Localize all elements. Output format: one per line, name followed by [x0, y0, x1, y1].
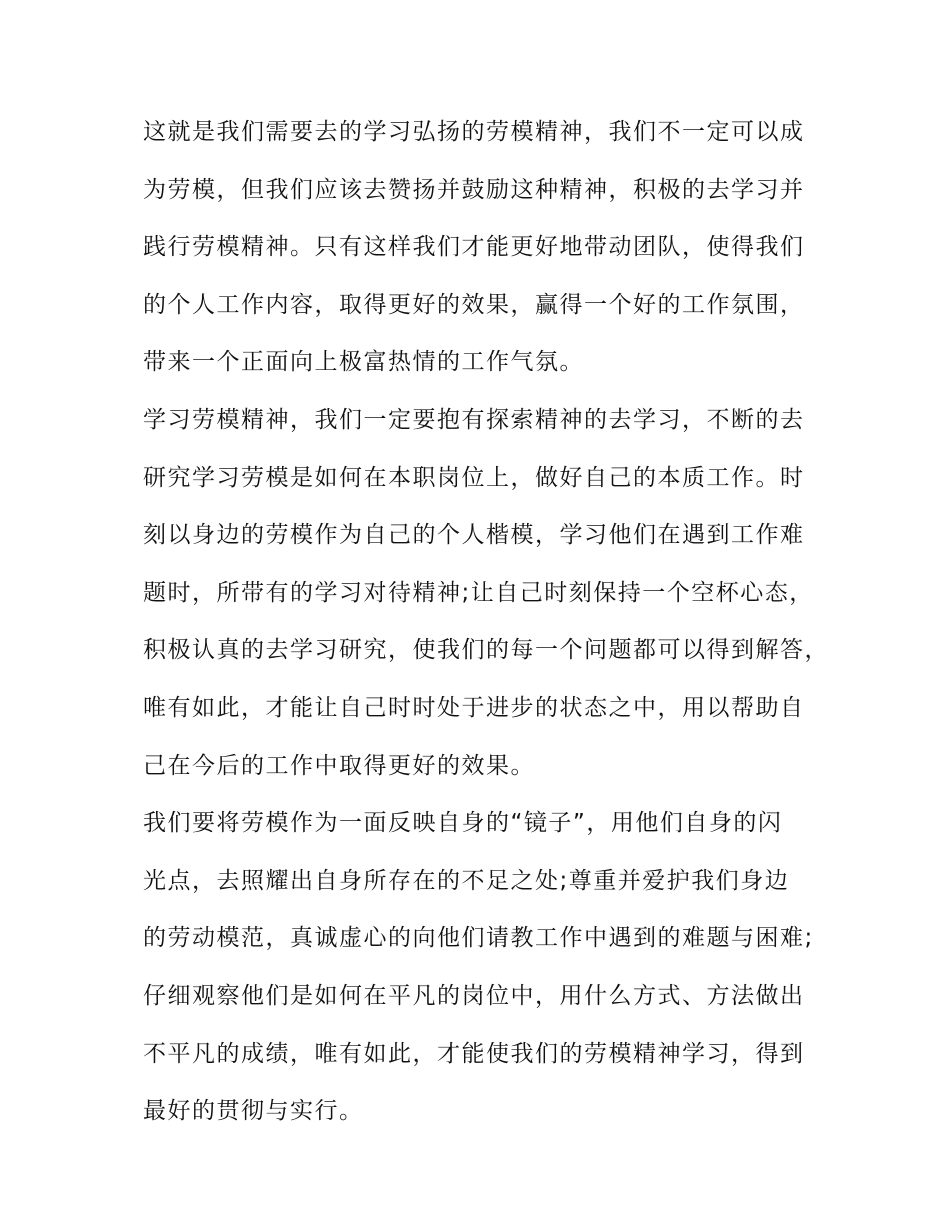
text-line: 唯有如此，才能让自己时时处于进步的状态之中，用以帮助自	[143, 694, 805, 721]
text-line: 为劳模，但我们应该去赞扬并鼓励这种精神，积极的去学习并	[143, 176, 805, 203]
text-line: 践行劳模精神。只有这样我们才能更好地带动团队，使得我们	[143, 234, 805, 261]
text-line: 积极认真的去学习研究，使我们的每一个问题都可以得到解答，	[143, 637, 829, 664]
text-line: 仔细观察他们是如何在平凡的岗位中，用什么方式、方法做出	[143, 982, 805, 1009]
text-line: 研究学习劳模是如何在本职岗位上，做好自己的本质工作。时	[143, 464, 805, 491]
text-line: 带来一个正面向上极富热情的工作气氛。	[143, 349, 584, 376]
text-line: 的个人工作内容，取得更好的效果，赢得一个好的工作氛围，	[143, 291, 805, 318]
text-line: 不平凡的成绩，唯有如此，才能使我们的劳模精神学习，得到	[143, 1040, 805, 1067]
text-line: 的劳动模范，真诚虚心的向他们请教工作中遇到的难题与困难;	[143, 925, 814, 952]
text-line: 题时，所带有的学习对待精神;让自己时刻保持一个空杯心态，	[143, 579, 814, 606]
text-line: 己在今后的工作中取得更好的效果。	[143, 752, 535, 779]
text-line: 刻以身边的劳模作为自己的个人楷模，学习他们在遇到工作难	[143, 522, 805, 549]
text-line: 这就是我们需要去的学习弘扬的劳模精神，我们不一定可以成	[143, 119, 805, 145]
text-line: 最好的贯彻与实行。	[143, 1098, 364, 1125]
body-text	[143, 104, 833, 1141]
text-line: 光点，去照耀出自身所存在的不足之处;尊重并爱护我们身边	[143, 867, 790, 894]
text-line: 我们要将劳模作为一面反映自身的“镜子”，用他们自身的闪	[143, 810, 783, 837]
text-line: 学习劳模精神，我们一定要抱有探索精神的去学习，不断的去	[143, 406, 805, 433]
